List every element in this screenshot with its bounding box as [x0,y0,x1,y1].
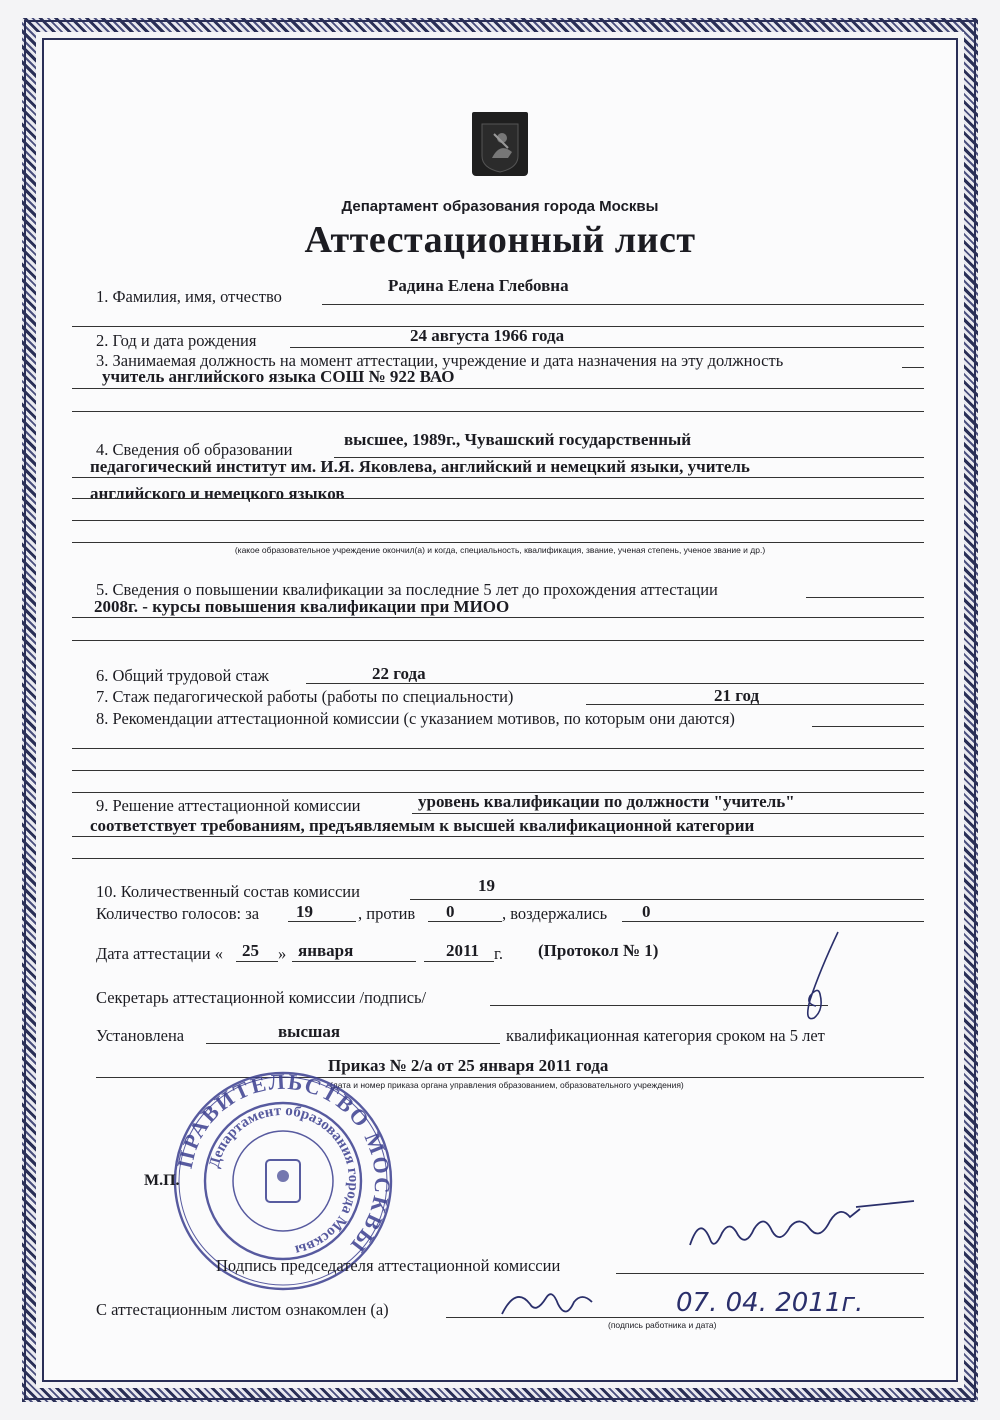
blank-line [72,411,924,412]
votes-against-value: 0 [446,902,455,921]
votes-against-label: , против [358,904,416,923]
secretary-signature-label: Секретарь аттестационной комиссии /подпись/ [96,988,427,1007]
decision-value-line1: уровень квалификации по должности "учитель" [418,792,795,811]
total-experience-value: 22 года [372,664,426,683]
mp-mark: М.П. [144,1172,180,1189]
blank-line [72,748,924,749]
field-2-line [290,347,924,348]
votes-against-line [428,921,502,922]
field-3-label: 3. Занимаемая должность на момент аттестации, учреждение и дата назначения на эту должность [96,351,784,370]
moscow-coat-of-arms-icon [472,112,528,176]
blank-line [72,520,924,521]
chairman-signature-line [616,1273,924,1274]
votes-for-value: 19 [296,902,313,921]
seal-outer-text: ПРАВИТЕЛЬСТВО МОСКВЫ [171,1068,396,1259]
education-line [72,477,924,478]
attestation-month-value: января [298,941,354,960]
secretary-signature-icon [780,930,850,1040]
field-5-line [806,597,924,598]
field-2-label: 2. Год и дата рождения [96,331,257,350]
field-1-label: 1. Фамилия, имя, отчество [96,287,282,306]
field-5-label: 5. Сведения о повышении квалификации за последние 5 лет до прохождения аттестации [96,580,718,599]
full-name-value: Радина Елена Глебовна [388,276,569,295]
date-month-line [292,961,416,962]
field-7-label: 7. Стаж педагогической работы (работы по специальности) [96,687,514,706]
attestation-day-value: 25 [242,941,259,960]
qualification-line [72,617,924,618]
field-4-label: 4. Сведения об образовании [96,440,293,459]
birth-date-value: 24 августа 1966 года [410,326,565,345]
document-title: Аттестационный лист [304,219,696,261]
date-quote-close: » [278,944,287,963]
votes-abstain-label: , воздержались [502,904,608,923]
field-10-line [410,899,924,900]
field-9-line [412,813,924,814]
field-3-line [902,367,924,368]
department-heading: Департамент образования города Москвы [341,198,659,215]
position-value: учитель английского языка СОШ № 922 ВАО [102,367,455,386]
qualification-value: 2008г. - курсы повышения квалификации при МИОО [94,597,510,616]
secretary-signature-line [490,1005,828,1006]
commission-size-value: 19 [478,876,495,895]
employee-signature-icon [496,1280,606,1324]
education-value-line1: высшее, 1989г., Чувашский государственный [344,430,692,449]
education-line [72,498,924,499]
blank-line [72,858,924,859]
acquainted-hint: (подпись работника и дата) [608,1320,717,1330]
protocol-value: (Протокол № 1) [538,941,659,960]
date-year-suffix: г. [494,944,504,963]
acquainted-label: С аттестационным листом ознакомлен (а) [96,1300,389,1319]
acquainted-date-value: 07. 04. 2011г. [676,1288,864,1318]
blank-line [72,770,924,771]
order-hint: (дата и номер приказа органа управления образованием, образовательного учреждения) [330,1080,684,1090]
field-6-label: 6. Общий трудовой стаж [96,666,269,685]
education-value-line3: английского и немецкого языков [90,484,345,503]
field-8-label: 8. Рекомендации аттестационной комиссии (с указанием мотивов, по которым они даются) [96,709,735,728]
attestation-date-label: Дата аттестации « [96,944,223,963]
field-8-line [812,726,924,727]
teaching-experience-value: 21 год [714,686,760,705]
seal-inner-text: Департамент образования города Москвы [206,1102,362,1258]
field-10-label: 10. Количественный состав комиссии [96,882,360,901]
votes-abstain-line [622,921,924,922]
chairman-signature-icon [680,1195,920,1265]
education-value-line2: педагогический институт им. И.Я. Яковлева, английский и немецкий языки, учитель [90,457,750,476]
decision-value-line2: соответствует требованиям, предъявляемым к высшей квалификационной категории [90,816,755,835]
votes-for-label: Количество голосов: за [96,904,260,923]
category-value: высшая [278,1022,341,1041]
date-day-line [236,961,278,962]
category-line [206,1043,500,1044]
education-hint: (какое образовательное учреждение окончил(а) и когда, специальность, квалификация, звание, ученая степень, ученое звание и др.) [234,545,766,555]
field-9-label: 9. Решение аттестационной комиссии [96,796,361,815]
category-label: Установлена [96,1026,185,1045]
attestation-year-value: 2011 [446,941,480,960]
votes-abstain-value: 0 [642,902,651,921]
blank-line [72,542,924,543]
category-suffix: квалификационная категория сроком на 5 лет [506,1026,825,1045]
position-line [72,388,924,389]
date-year-line [424,961,494,962]
order-value: Приказ № 2/а от 25 января 2011 года [328,1056,609,1075]
blank-line [72,640,924,641]
decision-line [72,836,924,837]
field-1-line [322,304,924,305]
svg-text:ПРАВИТЕЛЬСТВО МОСКВЫ [172,1069,396,1259]
chairman-signature-label: Подпись председателя аттестационной комиссии [216,1256,561,1275]
